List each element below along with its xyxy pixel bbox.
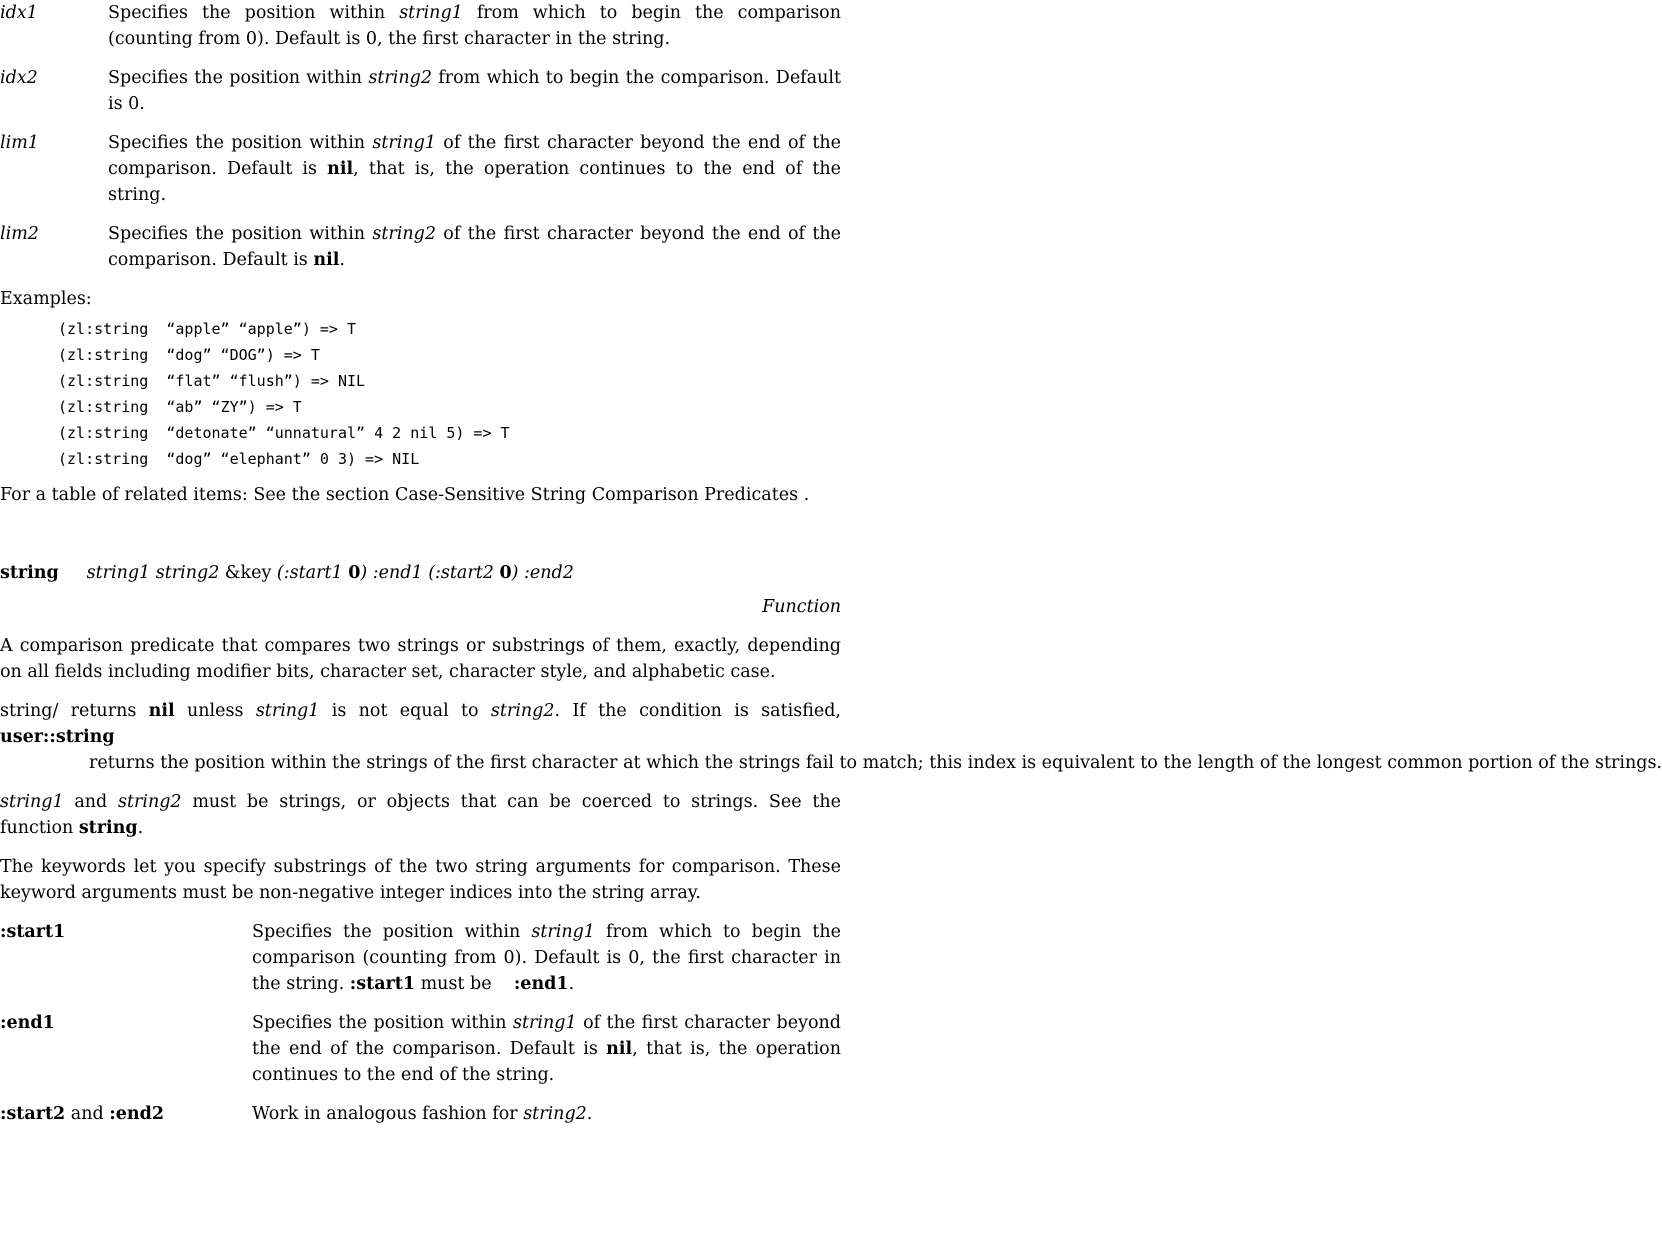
- example-line: (zl:string “detonate” “unnatural” 4 2 nil 5) => T: [58, 424, 510, 442]
- example-line: (zl:string “dog” “elephant” 0 3) => NIL: [58, 450, 420, 468]
- arg-desc: Specifies the position within string1 of the first character beyond the end of the comparison. Default is nil, that is, the operation continues to the end of the string.: [108, 133, 842, 205]
- kw-start2-end2: [0, 1101, 841, 1127]
- kw-term: :start1: [0, 922, 66, 942]
- coerce-para: string1 and string2 must be strings, or objects that can be coerced to strings. See the function string.: [0, 792, 841, 838]
- arg-lim1: [0, 130, 841, 208]
- kw-desc: Specifies the position within string1 of the first character beyond the end of the comparison. Default is nil, that is, the operation continues to the end of the string.: [252, 1013, 841, 1085]
- return-para: string/ returns nil unless string1 is not equal to string2. If the condition is satisfied, user::string returns the position within the strings of the first character at which the strings fail to match; this index is equivalent to the length of the longest common portion of the strings.: [0, 701, 1662, 773]
- example-line: (zl:string “flat” “flush”) => NIL: [58, 372, 366, 390]
- kw-desc: Work in analogous fashion for string2.: [252, 1104, 593, 1124]
- arg-desc: Specifies the position within string1 from which to begin the comparison (counting from 0). Default is 0, the first character in the string.: [108, 3, 841, 49]
- arg-desc: Specifies the position within string2 of the first character beyond the end of the comparison. Default is nil.: [108, 224, 841, 270]
- kw-desc: Specifies the position within string1 from which to begin the comparison (counting from 0). Default is 0, the first character in the string. :start1 must be :end1.: [252, 922, 841, 994]
- arg-idx1: [0, 0, 841, 52]
- related-items: For a table of related items: See the section Case-Sensitive String Comparison Predicates .: [0, 485, 810, 505]
- examples-label: Examples:: [0, 289, 92, 309]
- kw-term: :end1: [0, 1013, 55, 1033]
- arg-desc: Specifies the position within string2 from which to begin the comparison. Default is 0.: [108, 68, 841, 114]
- arg-idx2: [0, 65, 841, 117]
- arg-term: lim2: [0, 224, 39, 244]
- arg-lim2: [0, 221, 841, 273]
- arg-term: idx1: [0, 3, 38, 23]
- description-para: A comparison predicate that compares two strings or substrings of them, exactly, depending on all fields including modifier bits, character set, character style, and alphabetic case.: [0, 636, 841, 682]
- example-line: (zl:string “ab” “ZY”) => T: [58, 398, 302, 416]
- kw-start1: [0, 919, 841, 997]
- function-signature: string string1 string2 &key (:start1 0) :end1 (:start2 0) :end2: [0, 563, 574, 583]
- arg-term: lim1: [0, 133, 39, 153]
- example-line: (zl:string “apple” “apple”) => T: [58, 320, 357, 338]
- keywords-para: The keywords let you specify substrings of the two string arguments for comparison. These keyword arguments must be non-negative integer indices into the string array.: [0, 857, 841, 903]
- kw-term: :start2 and :end2: [0, 1104, 164, 1124]
- kw-end1: [0, 1010, 841, 1088]
- related-section-link[interactable]: Case-Sensitive String Comparison Predicates: [394, 485, 799, 505]
- arg-term: idx2: [0, 68, 38, 88]
- function-name: string: [0, 563, 59, 583]
- examples-code: [58, 316, 841, 472]
- example-line: (zl:string “dog” “DOG”) => T: [58, 346, 320, 364]
- function-type: Function: [762, 597, 841, 617]
